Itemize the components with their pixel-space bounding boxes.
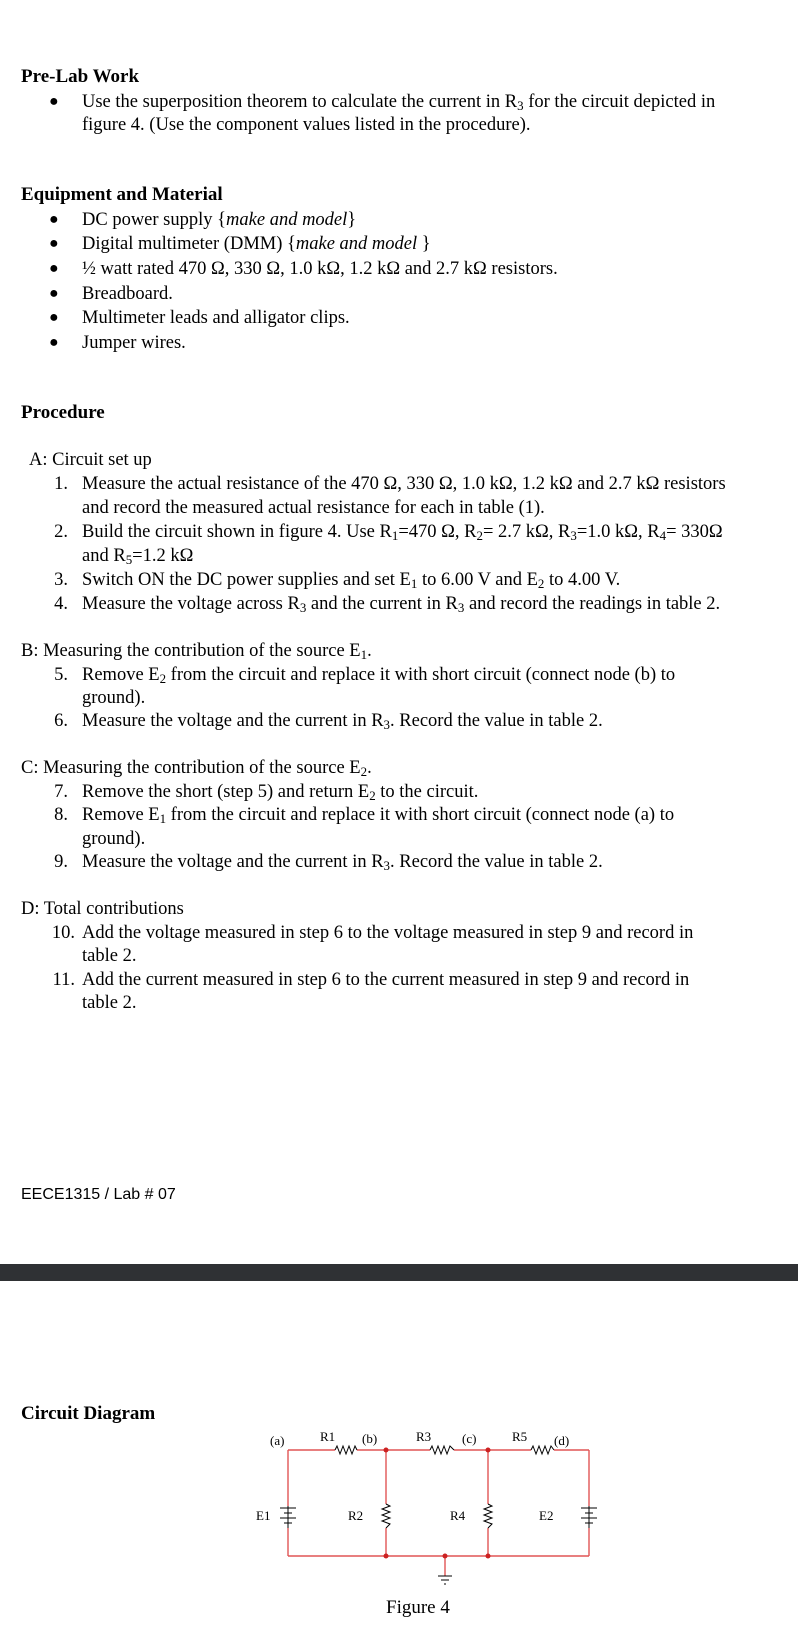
page-divider — [0, 1264, 798, 1281]
step-number: 9. — [54, 852, 68, 872]
r4-label: R4 — [450, 1508, 466, 1523]
equipment-item: ½ watt rated 470 Ω, 330 Ω, 1.0 kΩ, 1.2 kΩ and 2.7 kΩ resistors. — [82, 259, 558, 279]
step-text: and $R_5=1.2$ kΩ — [82, 546, 194, 568]
resistor-r1-symbol — [335, 1446, 357, 1454]
resistor-symbols — [335, 1446, 554, 1528]
resistor-r4-symbol — [484, 1504, 492, 1528]
bullet-dot: ● — [49, 235, 59, 252]
node-a-label: (a) — [270, 1433, 285, 1448]
resistor-r3-symbol — [430, 1446, 454, 1454]
node-c-label: (c) — [462, 1431, 477, 1446]
step-text: Measure the voltage and the current in $R_3$. Record the value in table 2. — [82, 852, 603, 874]
ground-symbol — [438, 1576, 452, 1584]
step-number: 8. — [54, 805, 68, 825]
step-number: 6. — [54, 711, 68, 731]
part-d-title: D: Total contributions — [21, 899, 184, 919]
step-text: table 2. — [82, 993, 137, 1013]
step-text: Build the circuit shown in figure 4. Use $R_1=470$ Ω, $R_2= 2.7$ kΩ, $R_3=1.0$ kΩ, $R_4= 330\Omega$ — [82, 522, 723, 544]
node-d-label: (d) — [554, 1433, 570, 1448]
step-text: ground). — [82, 829, 146, 849]
node-b-label: (b) — [362, 1431, 378, 1446]
r5-label: R5 — [512, 1429, 528, 1444]
page-footer: EECE1315 / Lab # 07 — [21, 1186, 176, 1203]
bullet-dot: ● — [49, 260, 59, 277]
step-text: Measure the actual resistance of the 470 Ω, 330 Ω, 1.0 kΩ, 1.2 kΩ and 2.7 kΩ resistors — [82, 474, 726, 494]
r1-label: R1 — [320, 1429, 336, 1444]
prelab-heading: Pre-Lab Work — [21, 66, 140, 87]
equipment-heading: Equipment and Material — [21, 184, 223, 205]
part-c-title: C: Measuring the contribution of the source $E_2$. — [21, 758, 372, 780]
step-number: 2. — [54, 522, 68, 542]
step-number: 11. — [52, 970, 75, 990]
step-text: Add the current measured in step 6 to the current measured in step 9 and record in — [82, 970, 690, 990]
bullet-dot: ● — [49, 334, 59, 351]
step-text: Remove $E_1$ from the circuit and replace it with short circuit (connect node (a) to — [82, 805, 675, 827]
procedure-heading: Procedure — [21, 402, 105, 423]
equipment-item: Multimeter leads and alligator clips. — [82, 308, 350, 328]
step-number: 5. — [54, 665, 68, 685]
equipment-item: DC power supply {make and model} — [82, 210, 357, 230]
step-text: ground). — [82, 688, 146, 708]
bullet-dot: ● — [49, 309, 59, 326]
r3-label: R3 — [416, 1429, 432, 1444]
bullet-dot: ● — [49, 211, 59, 228]
circuit-heading: Circuit Diagram — [21, 1403, 156, 1424]
step-text: Add the voltage measured in step 6 to the voltage measured in step 9 and record in — [82, 923, 694, 943]
circuit-diagram — [256, 1418, 616, 1598]
prelab-bullet-line: Use the superposition theorem to calculate the current in $R_3$ for the circuit depicted in — [82, 92, 716, 114]
step-number: 4. — [54, 594, 68, 614]
step-text: Measure the voltage across $R_3$ and the current in $R_3$ and record the readings in table 2. — [82, 594, 721, 616]
step-number: 3. — [54, 570, 68, 590]
resistor-r5-symbol — [531, 1446, 554, 1454]
step-text: table 2. — [82, 946, 137, 966]
battery-e1-symbol — [280, 1506, 296, 1528]
step-number: 1. — [54, 474, 68, 494]
junction-dots — [384, 1448, 491, 1559]
bullet-dot: ● — [49, 93, 59, 110]
equipment-item: Jumper wires. — [82, 333, 186, 353]
step-number: 10. — [51, 923, 75, 943]
part-a-title: A: Circuit set up — [29, 450, 152, 470]
r2-label: R2 — [348, 1508, 364, 1523]
part-b-title: B: Measuring the contribution of the source $E_1$. — [21, 641, 372, 663]
figure-caption: Figure 4 — [386, 1597, 450, 1618]
step-text: Remove $E_2$ from the circuit and replace it with short circuit (connect node (b) to — [82, 665, 676, 687]
prelab-bullet-line: figure 4. (Use the component values listed in the procedure). — [82, 115, 531, 135]
bullet-dot: ● — [49, 285, 59, 302]
step-text: Remove the short (step 5) and return $E_2$ to the circuit. — [82, 782, 479, 804]
step-text: Measure the voltage and the current in $R_3$. Record the value in table 2. — [82, 711, 603, 733]
equipment-item: Breadboard. — [82, 284, 173, 304]
e1-label: E1 — [256, 1508, 271, 1523]
resistor-r2-symbol — [382, 1504, 390, 1528]
step-number: 7. — [54, 782, 68, 802]
step-text: Switch ON the DC power supplies and set $E_1$ to 6.00 V and $E_2$ to 4.00 V. — [82, 570, 621, 592]
e2-label: E2 — [539, 1508, 554, 1523]
step-text: and record the measured actual resistance for each in table (1). — [82, 498, 545, 518]
equipment-item: Digital multimeter (DMM) {make and model } — [82, 234, 431, 254]
battery-e2-symbol — [581, 1506, 597, 1528]
